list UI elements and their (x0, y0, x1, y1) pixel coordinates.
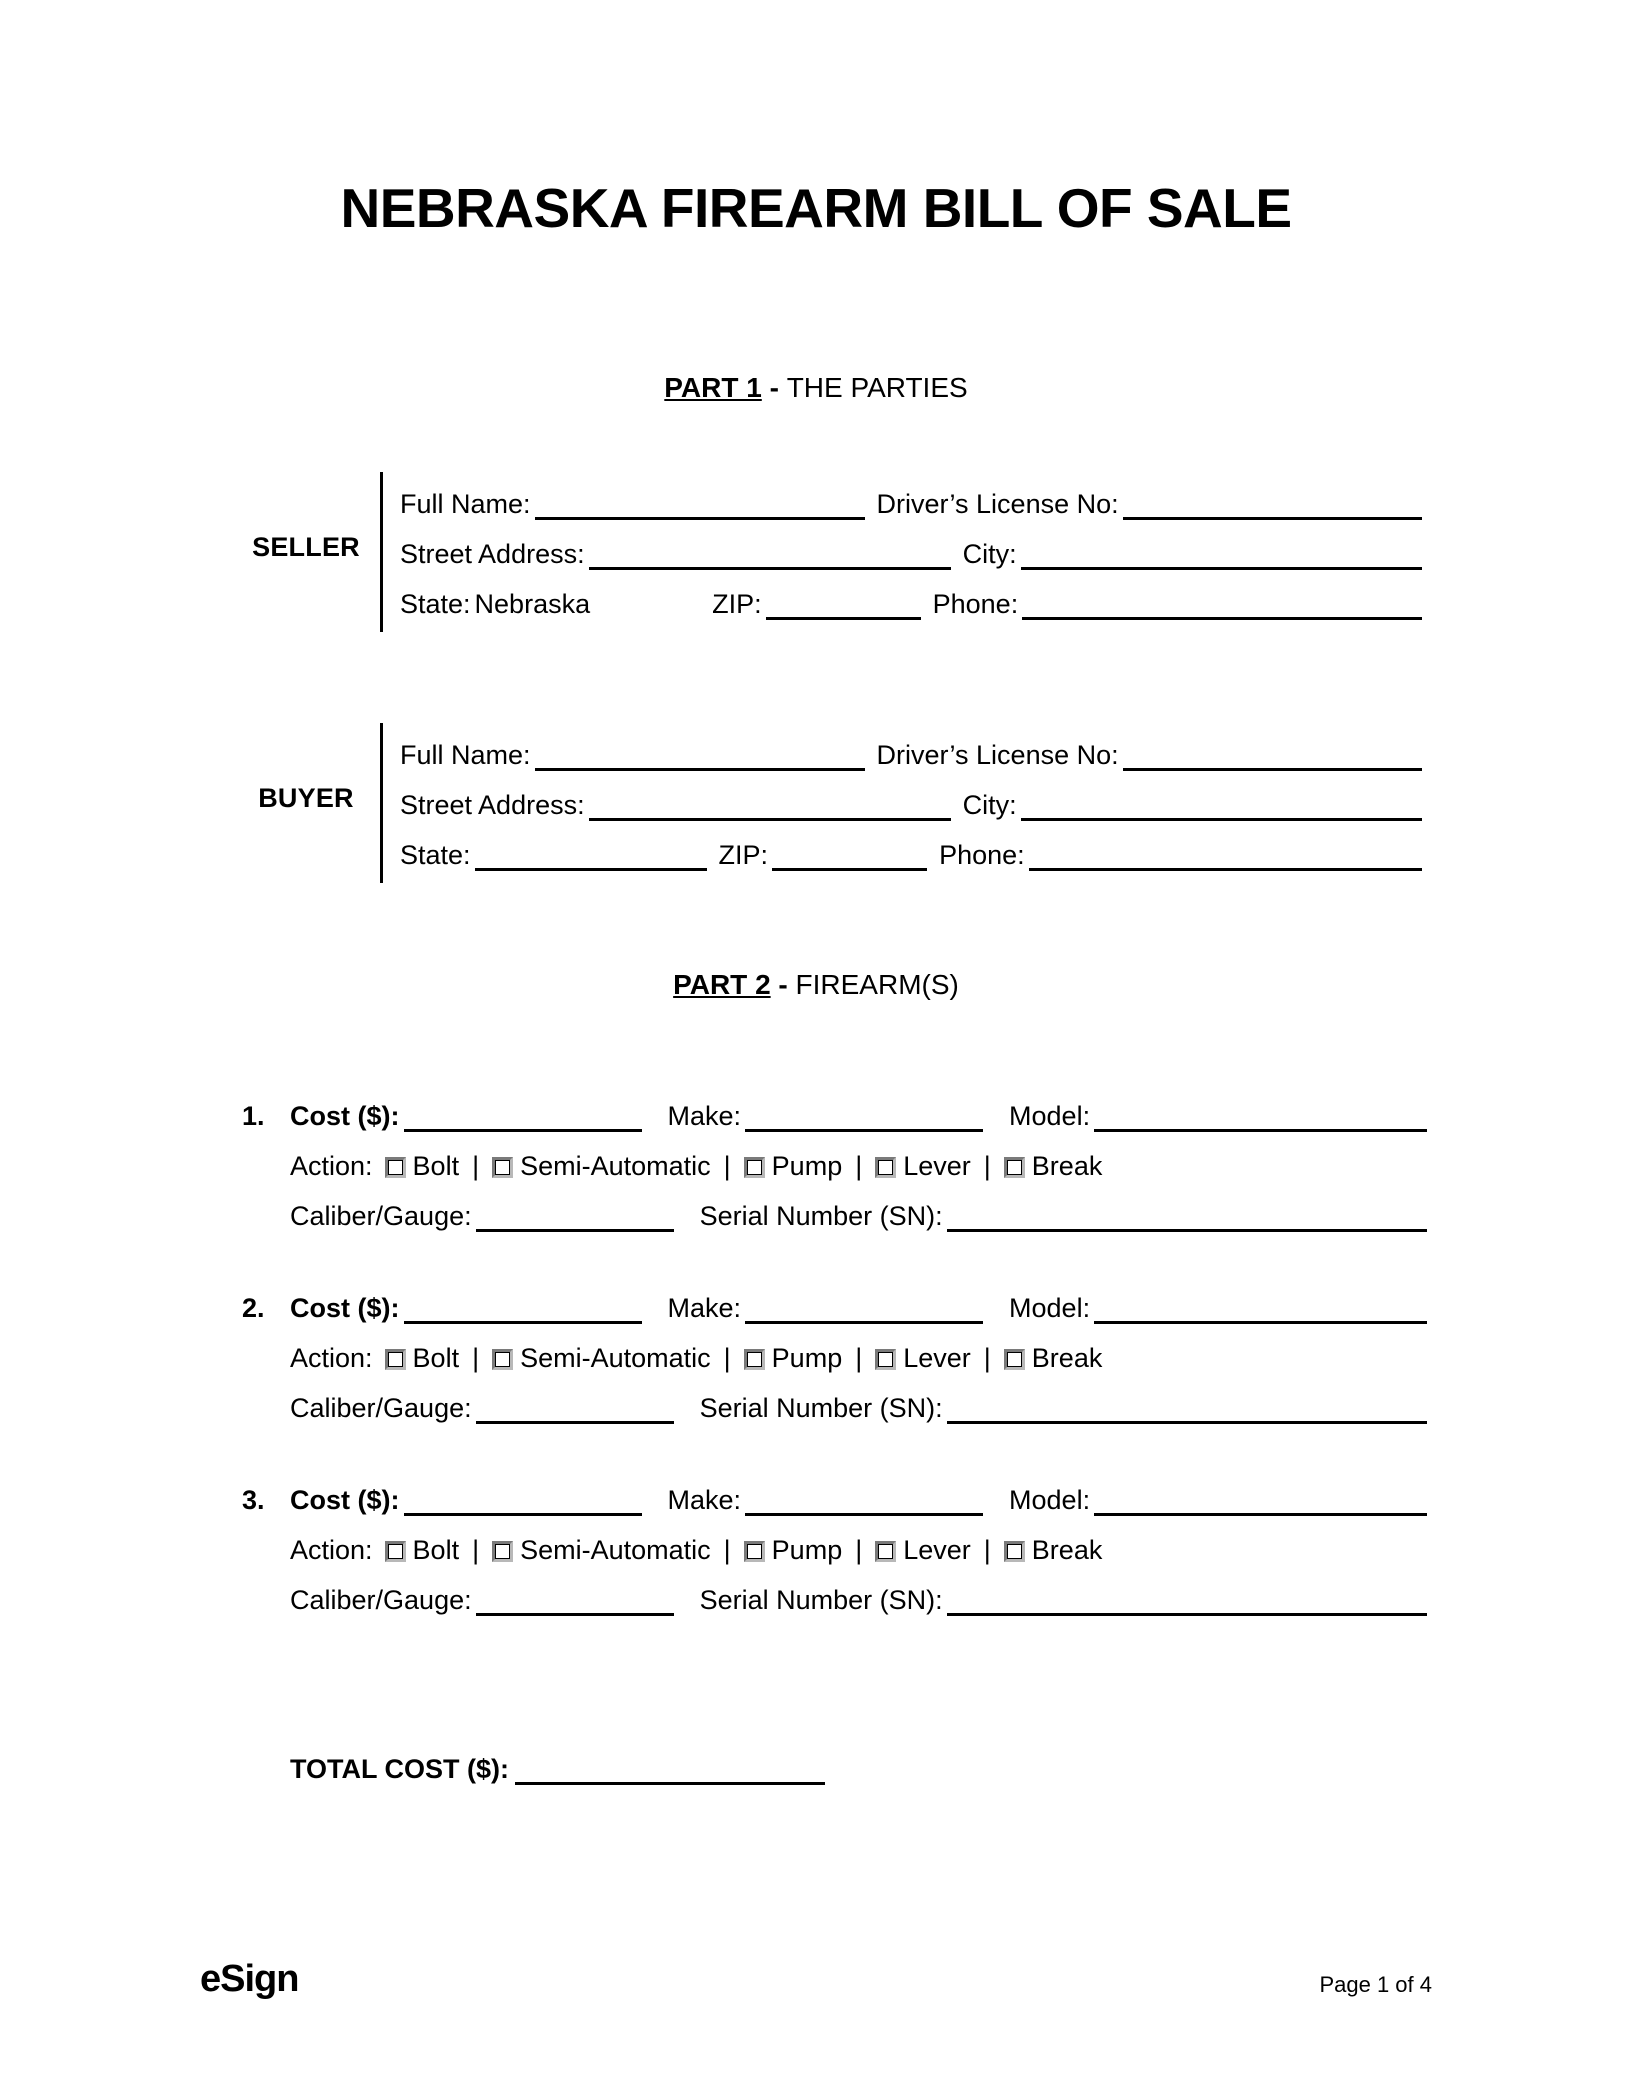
firearm-2-action-row (242, 1324, 1427, 1374)
firearm-2-caliber-label: Caliber/Gauge: (290, 1393, 472, 1423)
option-separator: | (983, 1535, 991, 1565)
firearm-item-1 (242, 1082, 1427, 1232)
firearm-3-action-bolt[interactable] (385, 1535, 460, 1566)
seller-street-input[interactable] (589, 537, 951, 570)
buyer-zip-label: ZIP: (718, 840, 769, 870)
page-number: Page 1 of 4 (1319, 1972, 1432, 1997)
seller-fields (400, 470, 1422, 620)
buyer-state-label: State: (400, 840, 471, 870)
firearm-2-number: 2. (242, 1293, 265, 1323)
firearm-3-cost-input[interactable] (404, 1483, 642, 1516)
seller-phone-label: Phone: (932, 589, 1019, 619)
seller-zip-label: ZIP: (712, 589, 762, 619)
seller-dl-input[interactable] (1123, 487, 1422, 520)
firearm-2-cost-label: Cost ($): (290, 1293, 400, 1323)
firearm-3-caliber-row (242, 1566, 1427, 1616)
seller-state-row (400, 570, 1422, 620)
total-cost-row (290, 1752, 990, 1785)
buyer-city-input[interactable] (1021, 788, 1422, 821)
seller-city-label: City: (962, 539, 1017, 569)
checkbox-icon[interactable] (875, 1157, 896, 1178)
buyer-dl-input[interactable] (1123, 738, 1422, 771)
checkbox-icon[interactable] (875, 1349, 896, 1370)
firearm-3-action-bolt-label: Bolt (412, 1535, 460, 1565)
seller-full-name-input[interactable] (535, 487, 865, 520)
firearm-3-action-lever[interactable] (875, 1535, 971, 1566)
firearm-1-number: 1. (242, 1101, 265, 1131)
buyer-full-name-label: Full Name: (400, 740, 531, 770)
firearm-3-cost-label: Cost ($): (290, 1485, 400, 1515)
firearm-1-action-pump-label: Pump (771, 1151, 843, 1181)
firearm-2-action-pump-label: Pump (771, 1343, 843, 1373)
seller-address-row (400, 520, 1422, 570)
checkbox-icon[interactable] (492, 1349, 513, 1370)
firearm-1-caliber-label: Caliber/Gauge: (290, 1201, 472, 1231)
firearm-1-action-pump[interactable] (744, 1151, 843, 1182)
firearm-3-action-pump-label: Pump (771, 1535, 843, 1565)
firearm-3-action-pump[interactable] (744, 1535, 843, 1566)
part-1-heading (0, 371, 1632, 405)
option-separator: | (983, 1151, 991, 1181)
total-cost-label: TOTAL COST ($): (290, 1754, 509, 1784)
firearm-2-model-input[interactable] (1094, 1291, 1427, 1324)
firearm-2-cost-input[interactable] (404, 1291, 642, 1324)
firearm-1-action-row (242, 1132, 1427, 1182)
buyer-full-name-input[interactable] (535, 738, 865, 771)
part-1-title: THE PARTIES (786, 372, 968, 403)
checkbox-icon[interactable] (1004, 1157, 1025, 1178)
buyer-block (242, 721, 1422, 886)
seller-zip-input[interactable] (766, 587, 921, 620)
buyer-name-row (400, 721, 1422, 771)
firearm-1-cost-row (242, 1082, 1427, 1132)
firearm-1-serial-input[interactable] (947, 1199, 1427, 1232)
seller-role-label: SELLER (252, 532, 360, 562)
seller-block (242, 470, 1422, 635)
option-separator: | (723, 1535, 731, 1565)
firearm-2-caliber-row (242, 1374, 1427, 1424)
option-separator: | (723, 1343, 731, 1373)
checkbox-icon[interactable] (744, 1541, 765, 1562)
firearm-2-serial-input[interactable] (947, 1391, 1427, 1424)
buyer-fields (400, 721, 1422, 871)
buyer-phone-input[interactable] (1029, 838, 1422, 871)
checkbox-icon[interactable] (385, 1349, 406, 1370)
buyer-role-label: BUYER (258, 783, 354, 813)
buyer-dl-label: Driver’s License No: (876, 740, 1119, 770)
buyer-divider (380, 723, 383, 883)
firearm-1-caliber-row (242, 1182, 1427, 1232)
firearm-item-2 (242, 1274, 1427, 1424)
firearm-3-number: 3. (242, 1485, 265, 1515)
part-1-dash: - (769, 372, 779, 403)
seller-full-name-label: Full Name: (400, 489, 531, 519)
seller-dl-label: Driver’s License No: (876, 489, 1119, 519)
option-separator: | (855, 1151, 863, 1181)
firearm-3-serial-input[interactable] (947, 1583, 1427, 1616)
checkbox-icon[interactable] (385, 1157, 406, 1178)
seller-name-row (400, 470, 1422, 520)
firearm-3-caliber-label: Caliber/Gauge: (290, 1585, 472, 1615)
part-1-label: PART 1 (664, 372, 762, 403)
firearm-3-action-row (242, 1516, 1427, 1566)
buyer-state-row (400, 821, 1422, 871)
option-separator: | (983, 1343, 991, 1373)
buyer-address-row (400, 771, 1422, 821)
seller-city-input[interactable] (1021, 537, 1422, 570)
firearm-1-action-semi-automatic[interactable] (492, 1151, 711, 1182)
firearm-3-make-input[interactable] (745, 1483, 983, 1516)
firearm-3-action-lever-label: Lever (903, 1535, 971, 1565)
firearm-2-action-label: Action: (290, 1343, 373, 1373)
seller-phone-input[interactable] (1022, 587, 1422, 620)
firearm-3-make-label: Make: (667, 1485, 742, 1515)
firearm-1-model-input[interactable] (1094, 1099, 1427, 1132)
firearm-3-cost-row (242, 1466, 1427, 1516)
firearm-item-3 (242, 1466, 1427, 1616)
firearm-1-make-label: Make: (667, 1101, 742, 1131)
seller-state-label: State: (400, 589, 471, 619)
part-2-heading (0, 968, 1632, 1002)
firearm-2-model-label: Model: (1009, 1293, 1091, 1323)
firearm-1-action-semi-automatic-label: Semi-Automatic (520, 1151, 711, 1181)
part-2-title: FIREARM(S) (795, 969, 959, 1000)
buyer-street-label: Street Address: (400, 790, 585, 820)
firearm-1-action-label: Action: (290, 1151, 373, 1181)
firearm-2-action-lever[interactable] (875, 1343, 971, 1374)
firearm-3-action-label: Action: (290, 1535, 373, 1565)
firearm-2-action-pump[interactable] (744, 1343, 843, 1374)
firearm-3-action-break[interactable] (1004, 1535, 1103, 1566)
firearm-2-action-bolt[interactable] (385, 1343, 460, 1374)
option-separator: | (855, 1343, 863, 1373)
firearm-2-caliber-input[interactable] (476, 1391, 674, 1424)
firearm-2-serial-label: Serial Number (SN): (699, 1393, 943, 1423)
page-title: NEBRASKA FIREARM BILL OF SALE (340, 177, 1292, 239)
option-separator: | (472, 1535, 480, 1565)
firearm-3-caliber-input[interactable] (476, 1583, 674, 1616)
firearm-2-make-input[interactable] (745, 1291, 983, 1324)
checkbox-icon[interactable] (744, 1157, 765, 1178)
part-2-label: PART 2 (673, 969, 771, 1000)
firearm-2-action-bolt-label: Bolt (412, 1343, 460, 1373)
buyer-city-label: City: (962, 790, 1017, 820)
firearm-1-make-input[interactable] (745, 1099, 983, 1132)
firearm-2-cost-row (242, 1274, 1427, 1324)
seller-state-value: Nebraska (474, 589, 591, 619)
checkbox-icon[interactable] (744, 1349, 765, 1370)
firearm-1-model-label: Model: (1009, 1101, 1091, 1131)
buyer-zip-input[interactable] (772, 838, 927, 871)
firearm-3-model-label: Model: (1009, 1485, 1091, 1515)
firearm-1-action-break[interactable] (1004, 1151, 1103, 1182)
firearm-3-action-break-label: Break (1031, 1535, 1103, 1565)
buyer-state-input[interactable] (475, 838, 707, 871)
firearm-2-action-break-label: Break (1031, 1343, 1103, 1373)
option-separator: | (723, 1151, 731, 1181)
firearm-1-action-break-label: Break (1031, 1151, 1103, 1181)
firearm-2-action-break[interactable] (1004, 1343, 1103, 1374)
option-separator: | (472, 1151, 480, 1181)
buyer-street-input[interactable] (589, 788, 951, 821)
option-separator: | (472, 1343, 480, 1373)
seller-divider (380, 472, 383, 632)
checkbox-icon[interactable] (385, 1541, 406, 1562)
firearm-1-cost-input[interactable] (404, 1099, 642, 1132)
option-separator: | (855, 1535, 863, 1565)
firearm-1-action-bolt-label: Bolt (412, 1151, 460, 1181)
firearm-2-action-semi-automatic-label: Semi-Automatic (520, 1343, 711, 1373)
firearm-2-action-lever-label: Lever (903, 1343, 971, 1373)
firearm-3-model-input[interactable] (1094, 1483, 1427, 1516)
checkbox-icon[interactable] (875, 1541, 896, 1562)
buyer-phone-label: Phone: (939, 840, 1025, 870)
firearm-3-serial-label: Serial Number (SN): (699, 1585, 943, 1615)
esign-logo: eSign (200, 1958, 299, 2000)
seller-street-label: Street Address: (400, 539, 585, 569)
checkbox-icon[interactable] (492, 1157, 513, 1178)
firearm-1-cost-label: Cost ($): (290, 1101, 400, 1131)
firearm-3-action-semi-automatic-label: Semi-Automatic (520, 1535, 711, 1565)
checkbox-icon[interactable] (492, 1541, 513, 1562)
firearm-1-action-lever[interactable] (875, 1151, 971, 1182)
checkbox-icon[interactable] (1004, 1541, 1025, 1562)
part-2-dash: - (778, 969, 788, 1000)
checkbox-icon[interactable] (1004, 1349, 1025, 1370)
firearm-2-make-label: Make: (667, 1293, 742, 1323)
firearm-1-caliber-input[interactable] (476, 1199, 674, 1232)
total-cost-input[interactable] (515, 1752, 825, 1785)
firearm-2-action-semi-automatic[interactable] (492, 1343, 711, 1374)
firearm-1-serial-label: Serial Number (SN): (699, 1201, 943, 1231)
firearm-1-action-bolt[interactable] (385, 1151, 460, 1182)
firearm-3-action-semi-automatic[interactable] (492, 1535, 711, 1566)
firearm-1-action-lever-label: Lever (903, 1151, 971, 1181)
